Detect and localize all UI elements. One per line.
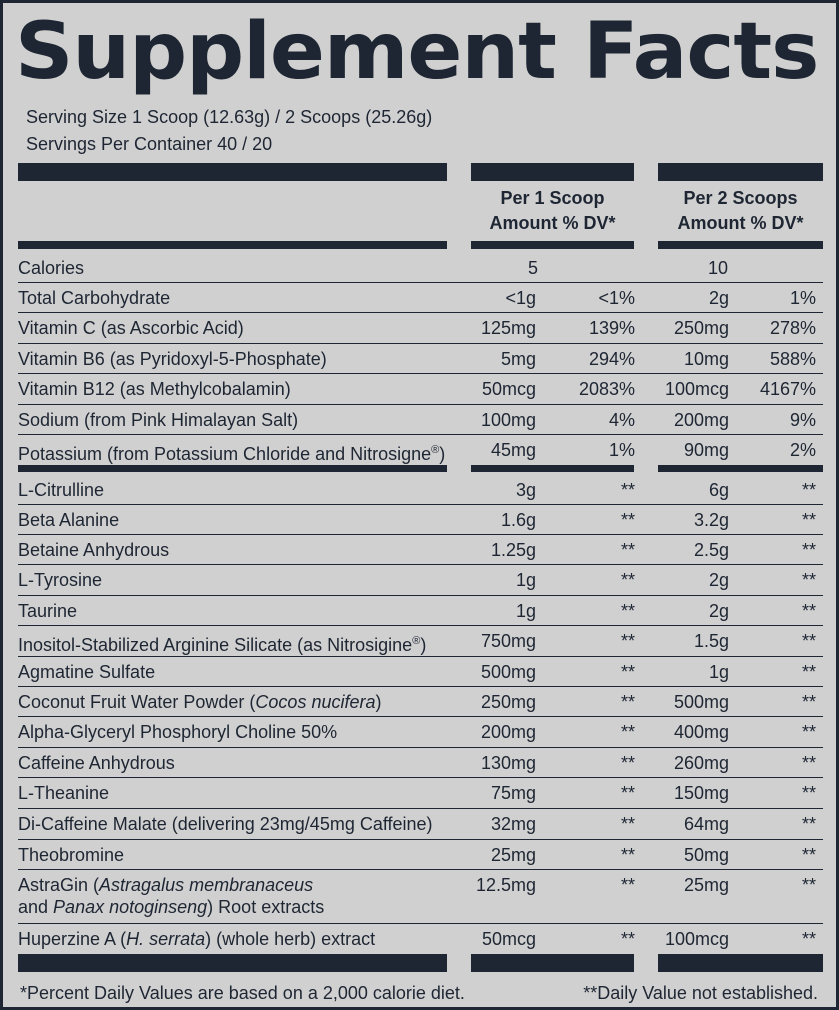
row-divider bbox=[18, 404, 823, 405]
amount-per-1-scoop: 125mg bbox=[480, 318, 536, 338]
dv-per-1-scoop: 139% bbox=[588, 318, 635, 338]
amount-per-1-scoop: 250mg bbox=[480, 692, 536, 712]
dv-per-2-scoops: 9% bbox=[789, 410, 816, 430]
nutrient-name-text: L-Theanine bbox=[18, 783, 110, 803]
header-bar-col2 bbox=[658, 163, 823, 181]
amount-per-1-scoop: 3g bbox=[515, 480, 536, 500]
nutrient-name-text: Coconut Fruit Water Powder ( bbox=[18, 692, 256, 712]
nutrient-name bbox=[18, 661, 155, 683]
amount-per-1-scoop: 25mg bbox=[490, 845, 536, 865]
dv-per-2-scoops: 4167% bbox=[759, 379, 816, 399]
dv-per-2-scoops: ** bbox=[801, 631, 816, 651]
row-divider bbox=[18, 343, 823, 344]
nutrient-name bbox=[18, 691, 381, 713]
footer-bar-col2 bbox=[658, 954, 823, 972]
col1-header-line2: Amount % DV* bbox=[489, 213, 616, 233]
nutrient-name bbox=[18, 928, 375, 950]
footer-bar-col1 bbox=[471, 954, 634, 972]
dv-per-1-scoop: ** bbox=[620, 753, 635, 773]
row-divider bbox=[18, 656, 823, 657]
col2-header-line1: Per 2 Scoops bbox=[683, 188, 798, 208]
nutrient-name-line2-suffix: ) Root extracts bbox=[207, 897, 325, 917]
row-divider bbox=[18, 373, 823, 374]
row-divider bbox=[18, 595, 823, 596]
amount-per-2-scoops: 1g bbox=[708, 662, 729, 682]
amount-per-2-scoops: 500mg bbox=[673, 692, 729, 712]
amount-per-2-scoops: 6g bbox=[708, 480, 729, 500]
nutrient-name bbox=[18, 844, 124, 866]
row-divider bbox=[18, 282, 823, 283]
col2-header-line2: Amount % DV* bbox=[677, 213, 804, 233]
row-divider bbox=[18, 923, 823, 924]
subheader-bar-col1 bbox=[471, 241, 634, 249]
amount-per-1-scoop: 32mg bbox=[490, 814, 536, 834]
amount-per-1-scoop: 750mg bbox=[480, 631, 536, 651]
row-divider bbox=[18, 716, 823, 717]
subheader-bar-col2 bbox=[658, 241, 823, 249]
row-divider bbox=[18, 808, 823, 809]
nutrient-name-text: Potassium (from Potassium Chloride and Nitrosigne bbox=[18, 444, 432, 464]
nutrient-name bbox=[18, 539, 169, 561]
amount-per-2-scoops: 64mg bbox=[683, 814, 729, 834]
dv-per-1-scoop: 4% bbox=[608, 410, 635, 430]
amount-per-2-scoops: 2g bbox=[708, 601, 729, 621]
header-bar-col1 bbox=[471, 163, 634, 181]
dv-per-2-scoops: ** bbox=[801, 692, 816, 712]
nutrient-name bbox=[18, 509, 119, 531]
row-divider bbox=[18, 564, 823, 565]
nutrient-name bbox=[18, 813, 433, 835]
nutrient-name-text: Taurine bbox=[18, 601, 78, 621]
dv-per-2-scoops: ** bbox=[801, 601, 816, 621]
dv-per-1-scoop: ** bbox=[620, 722, 635, 742]
dv-per-1-scoop: 2083% bbox=[578, 379, 635, 399]
amount-per-1-scoop: 1g bbox=[515, 601, 536, 621]
dv-per-2-scoops: 588% bbox=[769, 349, 816, 369]
serving-size: Serving Size 1 Scoop (12.63g) / 2 Scoops (25.26g) bbox=[26, 107, 433, 127]
amount-per-1-scoop: <1g bbox=[505, 288, 536, 308]
row-divider bbox=[18, 534, 823, 535]
nutrient-name-suffix: ) (whole herb) extract bbox=[205, 929, 376, 949]
dv-per-2-scoops: ** bbox=[801, 540, 816, 560]
amount-per-1-scoop: 130mg bbox=[480, 753, 536, 773]
amount-per-2-scoops: 25mg bbox=[683, 875, 729, 895]
amount-per-2-scoops: 50mg bbox=[683, 845, 729, 865]
dv-per-2-scoops: ** bbox=[801, 722, 816, 742]
dv-per-1-scoop: 1% bbox=[608, 440, 635, 460]
dv-per-2-scoops: 278% bbox=[769, 318, 816, 338]
nutrient-name-text: L-Tyrosine bbox=[18, 570, 103, 590]
amount-per-1-scoop: 45mg bbox=[490, 440, 536, 460]
dv-per-1-scoop: <1% bbox=[598, 288, 635, 308]
amount-per-2-scoops: 400mg bbox=[673, 722, 729, 742]
footer-dv-note: *Percent Daily Values are based on a 2,000 calorie diet. bbox=[20, 983, 465, 1003]
row-divider bbox=[18, 686, 823, 687]
amount-per-2-scoops: 200mg bbox=[673, 410, 729, 430]
dv-per-1-scoop: ** bbox=[620, 692, 635, 712]
dv-per-2-scoops: ** bbox=[801, 480, 816, 500]
amount-per-2-scoops: 90mg bbox=[683, 440, 729, 460]
amount-per-1-scoop: 12.5mg bbox=[475, 875, 536, 895]
nutrient-latin-name: H. serrata bbox=[126, 929, 206, 949]
nutrient-name bbox=[18, 409, 298, 431]
nutrient-name bbox=[18, 630, 426, 656]
nutrient-name-text: Inositol-Stabilized Arginine Silicate (as Nitrosigine bbox=[18, 635, 413, 655]
nutrient-name bbox=[18, 287, 170, 309]
nutrient-name-text: Vitamin C (as Ascorbic Acid) bbox=[18, 318, 244, 338]
nutrient-name-text: Caffeine Anhydrous bbox=[18, 753, 175, 773]
header-bar-left bbox=[18, 163, 447, 181]
nutrient-name-text: Vitamin B6 (as Pyridoxyl-5-Phosphate) bbox=[18, 349, 327, 369]
dv-per-2-scoops: ** bbox=[801, 510, 816, 530]
nutrient-name bbox=[18, 782, 109, 804]
nutrient-name-suffix: ) bbox=[439, 444, 446, 464]
row-divider bbox=[18, 777, 823, 778]
amount-per-2-scoops: 100mcg bbox=[664, 929, 729, 949]
nutrient-latin-name-2: Panax notoginseng bbox=[53, 897, 208, 917]
amount-per-2-scoops: 2g bbox=[708, 288, 729, 308]
amount-per-1-scoop: 1g bbox=[515, 570, 536, 590]
row-divider bbox=[18, 625, 823, 626]
nutrient-name-text: Huperzine A ( bbox=[18, 929, 127, 949]
nutrient-name-text: L-Citrulline bbox=[18, 480, 105, 500]
amount-per-2-scoops: 150mg bbox=[673, 783, 729, 803]
nutrient-name-text: Sodium (from Pink Himalayan Salt) bbox=[18, 410, 299, 430]
row-divider bbox=[18, 869, 823, 870]
dv-per-2-scoops: ** bbox=[801, 783, 816, 803]
nutrient-name-text: Vitamin B12 (as Methylcobalamin) bbox=[18, 379, 291, 399]
section-bar-col2 bbox=[658, 465, 823, 472]
nutrient-name-text: Beta Alanine bbox=[18, 510, 120, 530]
dv-per-2-scoops: ** bbox=[801, 753, 816, 773]
amount-per-2-scoops: 2.5g bbox=[693, 540, 729, 560]
nutrient-latin-name: Cocos nucifera bbox=[255, 692, 376, 712]
nutrient-name bbox=[18, 257, 84, 279]
col1-header-line1: Per 1 Scoop bbox=[500, 188, 605, 208]
amount-per-2-scoops: 100mcg bbox=[664, 379, 729, 399]
amount-per-1-scoop: 50mcg bbox=[481, 379, 536, 399]
nutrient-name bbox=[18, 317, 244, 339]
nutrient-name bbox=[18, 569, 102, 591]
nutrient-name bbox=[18, 378, 291, 400]
dv-per-2-scoops: ** bbox=[801, 662, 816, 682]
nutrient-name-text: Betaine Anhydrous bbox=[18, 540, 170, 560]
dv-per-1-scoop: ** bbox=[620, 814, 635, 834]
nutrient-name-text: Theobromine bbox=[18, 845, 125, 865]
amount-per-1-scoop: 75mg bbox=[490, 783, 536, 803]
nutrient-name-text: Di-Caffeine Malate (delivering 23mg/45mg Caffeine) bbox=[18, 814, 433, 834]
amount-per-1-scoop: 100mg bbox=[480, 410, 536, 430]
row-divider bbox=[18, 504, 823, 505]
section-bar-left bbox=[18, 465, 447, 472]
nutrient-name bbox=[18, 752, 175, 774]
dv-per-1-scoop: 294% bbox=[588, 349, 635, 369]
dv-per-1-scoop: ** bbox=[620, 480, 635, 500]
nutrient-latin-name: Astragalus membranaceus bbox=[99, 875, 314, 895]
amount-per-2-scoops: 10mg bbox=[683, 349, 729, 369]
nutrient-name-text: Calories bbox=[18, 258, 85, 278]
dv-per-2-scoops: ** bbox=[801, 570, 816, 590]
amount-per-1-scoop: 1.6g bbox=[500, 510, 536, 530]
dv-per-1-scoop: ** bbox=[620, 570, 635, 590]
dv-per-2-scoops: ** bbox=[801, 929, 816, 949]
panel-title: Supplement Facts bbox=[15, 7, 819, 97]
amount-per-2-scoops: 3.2g bbox=[693, 510, 729, 530]
amount-per-1-scoop: 200mg bbox=[480, 722, 536, 742]
dv-per-1-scoop: ** bbox=[620, 631, 635, 651]
nutrient-name-text: AstraGin ( bbox=[18, 875, 100, 895]
amount-per-2-scoops: 1.5g bbox=[693, 631, 729, 651]
amount-per-2-scoops: 2g bbox=[708, 570, 729, 590]
dv-per-1-scoop: ** bbox=[620, 845, 635, 865]
dv-per-1-scoop: ** bbox=[620, 540, 635, 560]
nutrient-name bbox=[18, 874, 324, 918]
row-divider bbox=[18, 839, 823, 840]
dv-per-2-scoops: ** bbox=[801, 845, 816, 865]
row-divider bbox=[18, 747, 823, 748]
nutrient-name-text: Total Carbohydrate bbox=[18, 288, 171, 308]
row-divider bbox=[18, 434, 823, 435]
amount-per-2-scoops: 10 bbox=[707, 258, 729, 278]
nutrient-name bbox=[18, 721, 337, 743]
amount-per-1-scoop: 5 bbox=[527, 258, 538, 278]
nutrient-name-text: Agmatine Sulfate bbox=[18, 662, 156, 682]
footer-bar-left bbox=[18, 954, 447, 972]
nutrient-name bbox=[18, 348, 327, 370]
dv-per-1-scoop: ** bbox=[620, 929, 635, 949]
dv-per-1-scoop: ** bbox=[620, 875, 635, 895]
dv-per-1-scoop: ** bbox=[620, 510, 635, 530]
nutrient-name-line2: and bbox=[18, 897, 54, 917]
nutrient-name bbox=[18, 479, 104, 501]
amount-per-1-scoop: 5mg bbox=[500, 349, 536, 369]
amount-per-1-scoop: 50mcg bbox=[481, 929, 536, 949]
nutrient-name-suffix: ) bbox=[420, 635, 427, 655]
nutrient-name bbox=[18, 439, 445, 465]
section-bar-col1 bbox=[471, 465, 634, 472]
registered-mark: ® bbox=[431, 444, 440, 456]
amount-per-1-scoop: 500mg bbox=[480, 662, 536, 682]
dv-per-2-scoops: 2% bbox=[789, 440, 816, 460]
dv-per-1-scoop: ** bbox=[620, 601, 635, 621]
dv-per-2-scoops: 1% bbox=[789, 288, 816, 308]
dv-per-1-scoop: ** bbox=[620, 662, 635, 682]
dv-per-2-scoops: ** bbox=[801, 875, 816, 895]
amount-per-2-scoops: 250mg bbox=[673, 318, 729, 338]
amount-per-1-scoop: 1.25g bbox=[490, 540, 536, 560]
nutrient-name-suffix: ) bbox=[375, 692, 382, 712]
nutrient-name bbox=[18, 600, 77, 622]
footer-dv-not-established: **Daily Value not established. bbox=[583, 983, 818, 1003]
amount-per-2-scoops: 260mg bbox=[673, 753, 729, 773]
servings-per-container: Servings Per Container 40 / 20 bbox=[26, 134, 273, 154]
dv-per-2-scoops: ** bbox=[801, 814, 816, 834]
nutrient-name-text: Alpha-Glyceryl Phosphoryl Choline 50% bbox=[18, 722, 338, 742]
dv-per-1-scoop: ** bbox=[620, 783, 635, 803]
row-divider bbox=[18, 312, 823, 313]
registered-mark: ® bbox=[412, 635, 421, 647]
subheader-bar-left bbox=[18, 241, 447, 249]
